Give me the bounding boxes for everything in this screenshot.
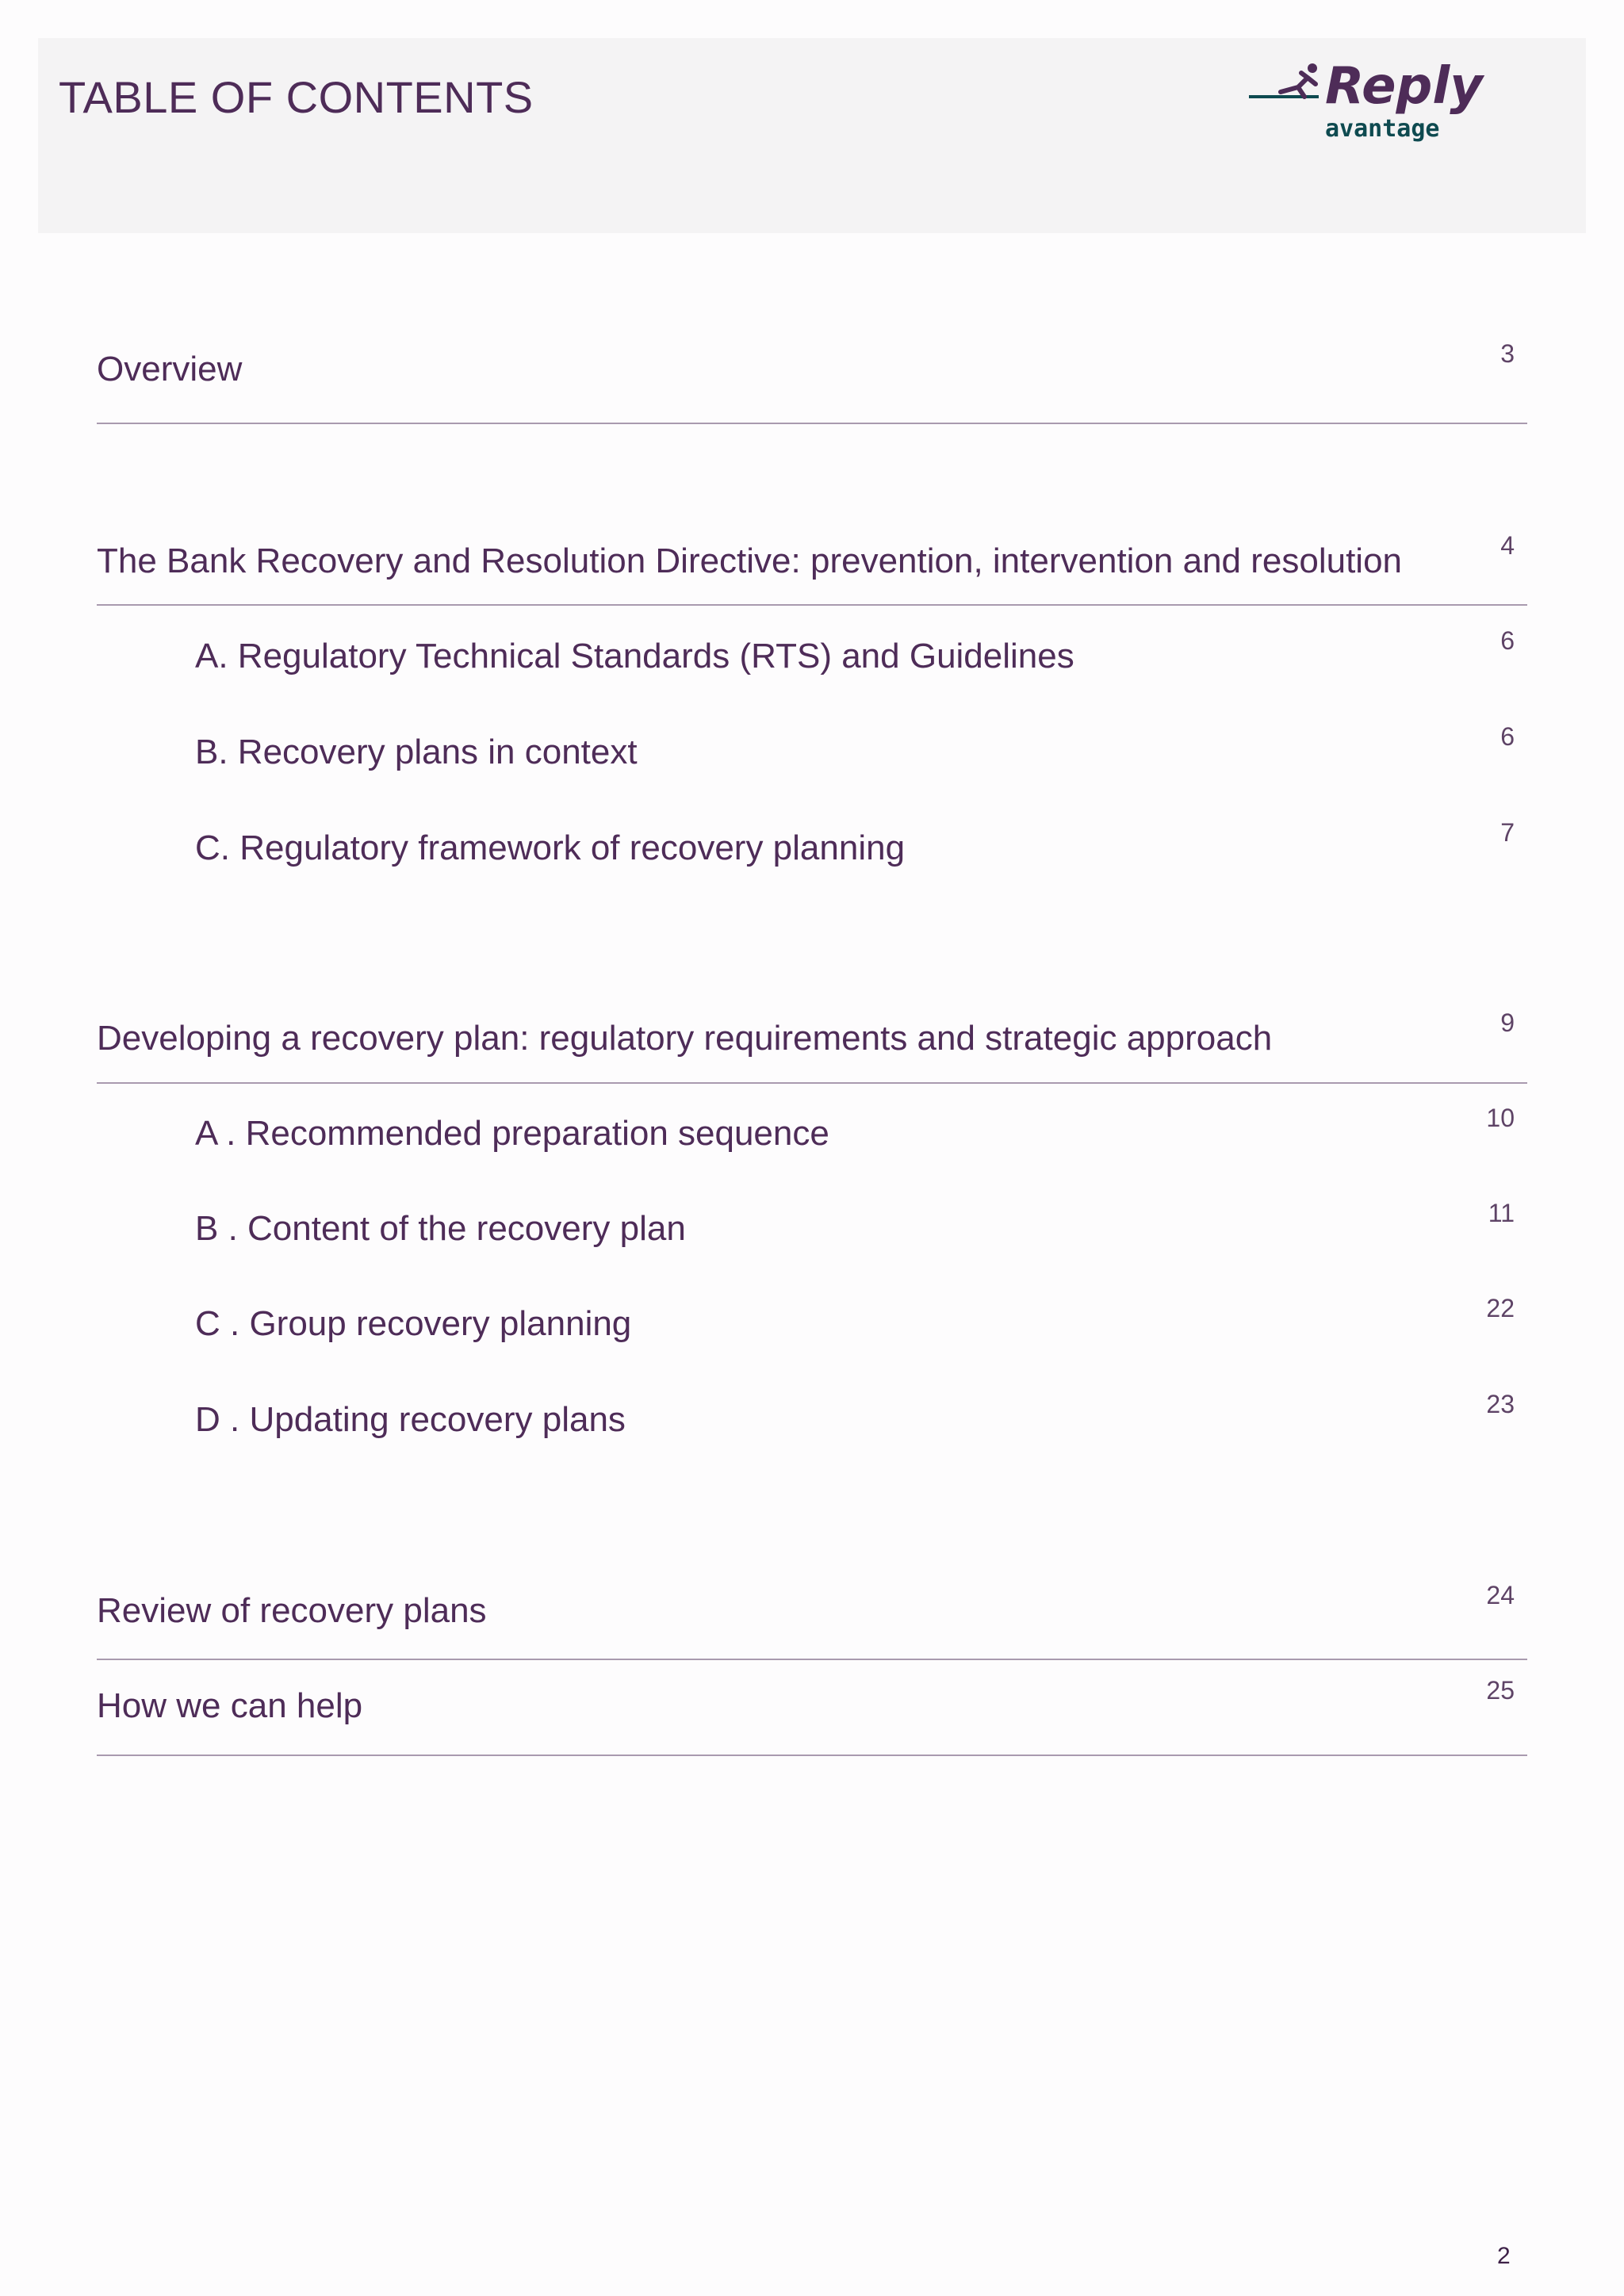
toc-entry-page: 3	[1500, 339, 1515, 368]
toc-entry-page: 25	[1486, 1676, 1515, 1705]
toc-entry-label: A . Recommended preparation sequence	[195, 1114, 829, 1153]
toc-entry-page: 24	[1486, 1581, 1515, 1609]
toc-subentry-preparation-sequence[interactable]	[97, 1104, 1527, 1158]
toc-entry-page: 6	[1500, 722, 1515, 751]
toc-entry-page: 10	[1486, 1104, 1515, 1132]
divider	[97, 1755, 1527, 1756]
divider	[97, 423, 1527, 424]
toc-entry-label: Review of recovery plans	[97, 1591, 487, 1630]
toc-subentry-recovery-plans-context[interactable]	[97, 722, 1527, 776]
toc-entry-label: B. Recovery plans in context	[195, 733, 638, 771]
toc-entry-label: D . Updating recovery plans	[195, 1400, 626, 1439]
toc-entry-how-we-help[interactable]	[97, 1676, 1527, 1730]
toc-subentry-plan-content[interactable]	[97, 1199, 1527, 1253]
toc-entry-page: 11	[1488, 1199, 1515, 1227]
toc-entry-page: 4	[1500, 531, 1515, 560]
toc-entry-page: 22	[1486, 1294, 1515, 1322]
toc-entry-page: 6	[1500, 626, 1515, 655]
toc-entry-label: Developing a recovery plan: regulatory requirements and strategic approach	[97, 1019, 1273, 1058]
divider	[97, 1082, 1527, 1084]
toc-entry-brrd[interactable]	[97, 531, 1527, 585]
toc-entry-label: B . Content of the recovery plan	[195, 1209, 686, 1248]
toc-subentry-rts[interactable]	[97, 626, 1527, 680]
toc-entry-page: 7	[1500, 818, 1515, 847]
toc-entry-page: 9	[1500, 1008, 1515, 1037]
toc-subentry-regulatory-framework[interactable]	[97, 818, 1527, 872]
page-number: 2	[1497, 2243, 1511, 2269]
toc-entry-label: C. Regulatory framework of recovery planning	[195, 828, 906, 867]
divider	[97, 1659, 1527, 1660]
logo-subtitle: avantage	[1325, 115, 1440, 143]
toc-subentry-updating-plans[interactable]	[97, 1390, 1527, 1444]
toc-entry-label: How we can help	[97, 1686, 363, 1725]
toc-entry-label: A. Regulatory Technical Standards (RTS) and Guidelines	[195, 637, 1074, 675]
toc-entry-label: Overview	[97, 350, 243, 388]
toc-entry-label: The Bank Recovery and Resolution Directive: prevention, intervention and resolution	[97, 541, 1403, 580]
divider	[97, 604, 1527, 606]
page-title: TABLE OF CONTENTS	[59, 72, 534, 122]
toc-subentry-group-planning[interactable]	[97, 1294, 1527, 1348]
logo-brand: Reply	[1325, 57, 1483, 116]
toc-entry-overview[interactable]	[97, 339, 1527, 393]
toc-entry-review[interactable]	[97, 1581, 1527, 1635]
toc-entry-label: C . Group recovery planning	[195, 1304, 632, 1343]
toc-entry-page: 23	[1486, 1390, 1515, 1418]
toc-entry-developing-plan[interactable]	[97, 1008, 1527, 1062]
